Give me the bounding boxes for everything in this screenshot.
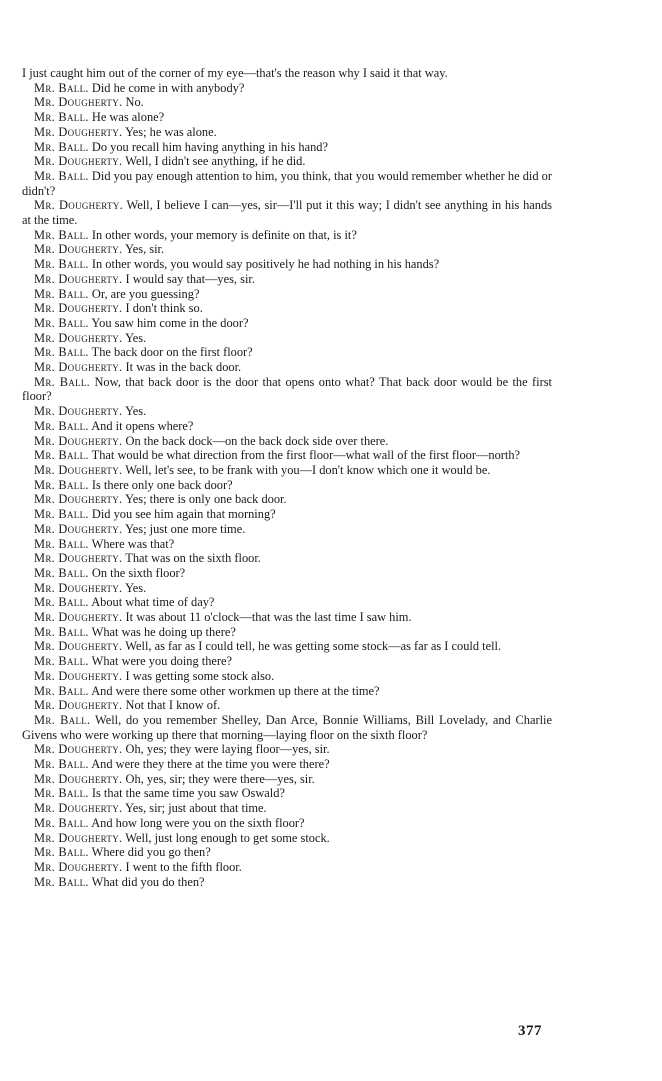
testimony-line [22, 757, 552, 772]
utterance-text: What were you doing there? [91, 654, 233, 669]
speaker-name: Mr. Dougherty. [34, 198, 124, 213]
speaker-name: Mr. Ball. [34, 874, 89, 889]
testimony-line [22, 287, 552, 302]
testimony-line [22, 228, 552, 243]
utterance-text: And it opens where? [91, 418, 194, 433]
testimony-line [22, 242, 552, 257]
speaker-name: Mr. Ball. [34, 595, 89, 610]
testimony-line [22, 360, 552, 375]
testimony-line [22, 786, 552, 801]
utterance-text: Yes. [125, 330, 147, 345]
speaker-name: Mr. Dougherty. [34, 771, 123, 786]
utterance-text: And how long were you on the sixth floor? [91, 815, 305, 830]
utterance-text: What was he doing up there? [91, 624, 236, 639]
testimony-line [22, 816, 552, 831]
testimony-line [22, 316, 552, 331]
speaker-name: Mr. Ball. [34, 315, 89, 330]
speaker-name: Mr. Ball. [34, 757, 89, 772]
utterance-text: Did he come in with anybody? [91, 80, 245, 95]
utterance-text: That was on the sixth floor. [125, 551, 261, 566]
utterance-text: I was getting some stock also. [125, 668, 275, 683]
utterance-text: Well, do you remember Shelley, Dan Arce, Bonnie Williams, Bill Lovelady, and Charlie Givens who were working up there that morning—laying floor on the sixth floor? [22, 712, 553, 742]
speaker-name: Mr. Ball. [34, 110, 89, 125]
speaker-name: Mr. Ball. [34, 477, 89, 492]
testimony-line [22, 581, 552, 596]
utterance-text: And were there some other workmen up there at the time? [91, 683, 380, 698]
testimony-transcript [22, 66, 552, 889]
testimony-line [22, 860, 552, 875]
testimony-line [22, 95, 552, 110]
utterance-text: Oh, yes, sir; they were there—yes, sir. [125, 771, 315, 786]
speaker-name: Mr. Dougherty. [34, 551, 123, 566]
testimony-line [22, 463, 552, 478]
utterance-text: Yes; just one more time. [125, 521, 246, 536]
speaker-name: Mr. Ball. [34, 565, 89, 580]
speaker-name: Mr. Ball. [34, 507, 89, 522]
testimony-line [22, 301, 552, 316]
testimony-line [22, 478, 552, 493]
speaker-name: Mr. Dougherty. [34, 801, 123, 816]
testimony-line [22, 272, 552, 287]
utterance-text: I don't think so. [125, 301, 203, 316]
utterance-text: Yes. [125, 404, 147, 419]
testimony-line [22, 654, 552, 669]
speaker-name: Mr. Dougherty. [34, 360, 123, 375]
testimony-line [22, 331, 552, 346]
speaker-name: Mr. Dougherty. [34, 433, 123, 448]
speaker-name: Mr. Dougherty. [34, 580, 123, 595]
speaker-name: Mr. Dougherty. [34, 668, 123, 683]
speaker-name: Mr. Ball. [34, 418, 89, 433]
speaker-name: Mr. Ball. [34, 374, 91, 389]
utterance-text: Where did you go then? [91, 845, 211, 860]
testimony-line [22, 610, 552, 625]
speaker-name: Mr. Ball. [34, 683, 89, 698]
testimony-line [22, 831, 552, 846]
testimony-line [22, 566, 552, 581]
speaker-name: Mr. Dougherty. [34, 301, 123, 316]
speaker-name: Mr. Ball. [34, 624, 89, 639]
testimony-line [22, 522, 552, 537]
utterance-text: That would be what direction from the first floor—what wall of the first floor—north? [91, 448, 521, 463]
speaker-name: Mr. Dougherty. [34, 154, 123, 169]
testimony-line [22, 507, 552, 522]
testimony-line [22, 772, 552, 787]
testimony-line [22, 419, 552, 434]
utterance-text: Is there only one back door? [91, 477, 233, 492]
utterance-text: Yes; there is only one back door. [125, 492, 287, 507]
speaker-name: Mr. Dougherty. [34, 330, 123, 345]
testimony-line [22, 154, 552, 169]
speaker-name: Mr. Ball. [34, 345, 89, 360]
utterance-text: No. [125, 95, 144, 110]
utterance-text: In other words, you would say positively he had nothing in his hands? [91, 257, 440, 272]
speaker-name: Mr. Dougherty. [34, 742, 123, 757]
utterance-text: I just caught him out of the corner of my eye—that's the reason why I said it that way. [22, 66, 448, 80]
speaker-name: Mr. Ball. [34, 712, 91, 727]
testimony-line [22, 448, 552, 463]
testimony-line [22, 595, 552, 610]
testimony-line [22, 169, 552, 198]
speaker-name: Mr. Ball. [34, 139, 89, 154]
testimony-line [22, 110, 552, 125]
speaker-name: Mr. Ball. [34, 654, 89, 669]
speaker-name: Mr. Dougherty. [34, 271, 123, 286]
testimony-line [22, 125, 552, 140]
testimony-line [22, 698, 552, 713]
utterance-text: Now, that back door is the door that opens onto what? That back door would be the first floor? [22, 374, 552, 404]
utterance-text: Yes, sir; just about that time. [125, 801, 267, 816]
utterance-text: Yes; he was alone. [125, 124, 217, 139]
testimony-line [22, 801, 552, 816]
utterance-text: It was in the back door. [125, 360, 242, 375]
utterance-text: Well, I didn't see anything, if he did. [125, 154, 306, 169]
speaker-name: Mr. Ball. [34, 227, 89, 242]
speaker-name: Mr. Dougherty. [34, 242, 123, 257]
utterance-text: Not that I know of. [125, 698, 221, 713]
utterance-text: It was about 11 o'clock—that was the last time I saw him. [125, 610, 412, 625]
testimony-line [22, 625, 552, 640]
speaker-name: Mr. Dougherty. [34, 124, 123, 139]
speaker-name: Mr. Dougherty. [34, 492, 123, 507]
speaker-name: Mr. Dougherty. [34, 462, 123, 477]
testimony-line [22, 742, 552, 757]
utterance-text: Oh, yes; they were laying floor—yes, sir. [125, 742, 330, 757]
utterance-text: On the sixth floor? [91, 565, 186, 580]
utterance-text: Yes, sir. [125, 242, 165, 257]
testimony-line [22, 198, 552, 227]
speaker-name: Mr. Dougherty. [34, 610, 123, 625]
speaker-name: Mr. Ball. [34, 80, 89, 95]
testimony-line [22, 669, 552, 684]
testimony-line [22, 639, 552, 654]
speaker-name: Mr. Ball. [34, 786, 89, 801]
testimony-line [22, 140, 552, 155]
utterance-text: Where was that? [91, 536, 175, 551]
testimony-line [22, 404, 552, 419]
testimony-line [22, 345, 552, 360]
speaker-name: Mr. Ball. [34, 536, 89, 551]
utterance-text: Well, let's see, to be frank with you—I don't know which one it would be. [125, 462, 491, 477]
testimony-line [22, 492, 552, 507]
utterance-text: Do you recall him having anything in his hand? [91, 139, 328, 154]
speaker-name: Mr. Dougherty. [34, 859, 123, 874]
speaker-name: Mr. Ball. [34, 286, 89, 301]
speaker-name: Mr. Dougherty. [34, 404, 123, 419]
testimony-line [22, 537, 552, 552]
testimony-line [22, 875, 552, 890]
testimony-line [22, 257, 552, 272]
utterance-text: On the back dock—on the back dock side over there. [125, 433, 389, 448]
continued-answer [22, 66, 552, 81]
speaker-name: Mr. Dougherty. [34, 521, 123, 536]
utterance-text: In other words, your memory is definite on that, is it? [91, 227, 357, 242]
testimony-line [22, 713, 552, 742]
testimony-line [22, 551, 552, 566]
utterance-text: I went to the fifth floor. [125, 859, 242, 874]
utterance-text: The back door on the first floor? [91, 345, 253, 360]
page-number: 377 [518, 1023, 542, 1039]
speaker-name: Mr. Dougherty. [34, 95, 123, 110]
speaker-name: Mr. Dougherty. [34, 639, 123, 654]
testimony-line [22, 684, 552, 699]
utterance-text: Well, just long enough to get some stock. [125, 830, 330, 845]
utterance-text: You saw him come in the door? [91, 315, 249, 330]
testimony-line [22, 375, 552, 404]
utterance-text: What did you do then? [91, 874, 205, 889]
speaker-name: Mr. Ball. [34, 257, 89, 272]
speaker-name: Mr. Ball. [34, 845, 89, 860]
utterance-text: Did you pay enough attention to him, you think, that you would remember whether he did or didn't? [22, 168, 552, 198]
testimony-line [22, 434, 552, 449]
speaker-name: Mr. Ball. [34, 815, 89, 830]
utterance-text: About what time of day? [91, 595, 215, 610]
utterance-text: Is that the same time you saw Oswald? [91, 786, 285, 801]
utterance-text: Well, I believe I can—yes, sir—I'll put it this way; I didn't see anything in his hands at the time. [22, 198, 552, 228]
testimony-line [22, 81, 552, 96]
utterance-text: Did you see him again that morning? [91, 507, 276, 522]
utterance-text: He was alone? [91, 110, 165, 125]
utterance-text: I would say that—yes, sir. [125, 271, 255, 286]
utterance-text: Well, as far as I could tell, he was getting some stock—as far as I could tell. [125, 639, 502, 654]
speaker-name: Mr. Ball. [34, 168, 89, 183]
utterance-text: And were they there at the time you were there? [91, 757, 330, 772]
utterance-text: Yes. [125, 580, 147, 595]
speaker-name: Mr. Dougherty. [34, 698, 123, 713]
speaker-name: Mr. Ball. [34, 448, 89, 463]
speaker-name: Mr. Dougherty. [34, 830, 123, 845]
utterance-text: Or, are you guessing? [91, 286, 200, 301]
testimony-line [22, 845, 552, 860]
